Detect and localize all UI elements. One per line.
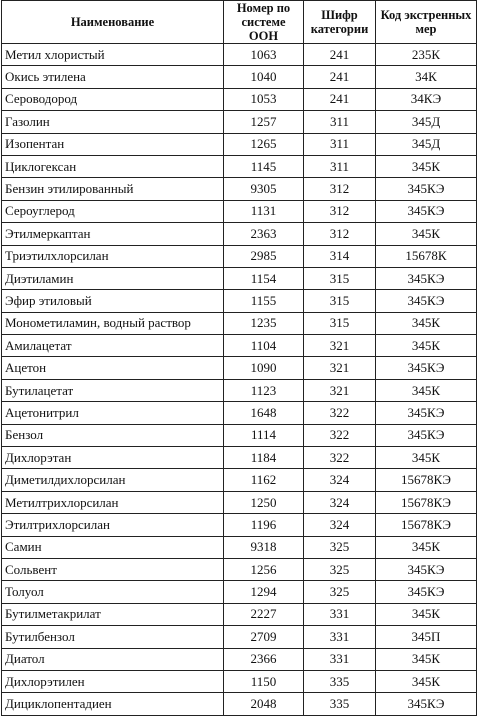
cell-category-code: 322 <box>304 447 376 469</box>
cell-name: Метил хлористый <box>2 44 224 66</box>
cell-category-code: 324 <box>304 491 376 513</box>
cell-category-code: 322 <box>304 424 376 446</box>
cell-un-number: 1256 <box>224 558 304 580</box>
cell-category-code: 311 <box>304 133 376 155</box>
table-row <box>2 670 477 692</box>
table-row <box>2 200 477 222</box>
table-header-row <box>2 1 477 44</box>
cell-name: Диэтиламин <box>2 267 224 289</box>
cell-emergency-code: 345К <box>376 536 477 558</box>
table-row <box>2 469 477 491</box>
cell-name: Изопентан <box>2 133 224 155</box>
cell-name: Окись этилена <box>2 66 224 88</box>
cell-name: Метилтрихлорсилан <box>2 491 224 513</box>
cell-un-number: 2366 <box>224 648 304 670</box>
cell-emergency-code: 345КЭ <box>376 357 477 379</box>
cell-emergency-code: 345К <box>376 223 477 245</box>
table-row <box>2 155 477 177</box>
cell-category-code: 322 <box>304 402 376 424</box>
table-row <box>2 581 477 603</box>
header-name: Наименование <box>2 1 224 44</box>
cell-emergency-code: 345КЭ <box>376 581 477 603</box>
cell-name: Диатол <box>2 648 224 670</box>
cell-emergency-code: 345К <box>376 447 477 469</box>
cell-name: Триэтилхлорсилан <box>2 245 224 267</box>
cell-category-code: 314 <box>304 245 376 267</box>
cell-category-code: 321 <box>304 357 376 379</box>
cell-un-number: 1265 <box>224 133 304 155</box>
cell-name: Сероуглерод <box>2 200 224 222</box>
cell-name: Бутилацетат <box>2 379 224 401</box>
cell-category-code: 321 <box>304 335 376 357</box>
hazard-substances-table <box>1 0 477 716</box>
table-row <box>2 223 477 245</box>
cell-un-number: 1196 <box>224 514 304 536</box>
cell-category-code: 311 <box>304 111 376 133</box>
table-row <box>2 290 477 312</box>
cell-un-number: 1648 <box>224 402 304 424</box>
cell-name: Монометиламин, водный раствор <box>2 312 224 334</box>
cell-name: Циклогексан <box>2 155 224 177</box>
cell-emergency-code: 345К <box>376 335 477 357</box>
cell-un-number: 1154 <box>224 267 304 289</box>
cell-name: Толуол <box>2 581 224 603</box>
table-row <box>2 536 477 558</box>
table-row <box>2 514 477 536</box>
cell-emergency-code: 345КЭ <box>376 178 477 200</box>
cell-emergency-code: 15678КЭ <box>376 514 477 536</box>
cell-name: Ацетон <box>2 357 224 379</box>
table-row <box>2 648 477 670</box>
table-row <box>2 603 477 625</box>
cell-un-number: 1090 <box>224 357 304 379</box>
table-row <box>2 357 477 379</box>
cell-name: Эфир этиловый <box>2 290 224 312</box>
cell-category-code: 335 <box>304 670 376 692</box>
cell-un-number: 9305 <box>224 178 304 200</box>
cell-category-code: 312 <box>304 200 376 222</box>
cell-name: Амилацетат <box>2 335 224 357</box>
cell-name: Бутилбензол <box>2 626 224 648</box>
cell-emergency-code: 345КЭ <box>376 290 477 312</box>
cell-un-number: 1104 <box>224 335 304 357</box>
cell-emergency-code: 345КЭ <box>376 267 477 289</box>
cell-emergency-code: 345К <box>376 379 477 401</box>
cell-un-number: 2709 <box>224 626 304 648</box>
table-row <box>2 335 477 357</box>
cell-category-code: 241 <box>304 66 376 88</box>
cell-emergency-code: 34К <box>376 66 477 88</box>
cell-un-number: 1155 <box>224 290 304 312</box>
cell-emergency-code: 15678К <box>376 245 477 267</box>
cell-emergency-code: 15678КЭ <box>376 491 477 513</box>
cell-category-code: 324 <box>304 469 376 491</box>
cell-category-code: 325 <box>304 581 376 603</box>
table-row <box>2 133 477 155</box>
cell-emergency-code: 34КЭ <box>376 88 477 110</box>
cell-emergency-code: 345КЭ <box>376 200 477 222</box>
cell-un-number: 2363 <box>224 223 304 245</box>
cell-category-code: 241 <box>304 44 376 66</box>
cell-emergency-code: 345КЭ <box>376 693 477 715</box>
cell-emergency-code: 235К <box>376 44 477 66</box>
cell-un-number: 2048 <box>224 693 304 715</box>
cell-name: Ацетонитрил <box>2 402 224 424</box>
cell-emergency-code: 345К <box>376 155 477 177</box>
table-row <box>2 66 477 88</box>
cell-category-code: 315 <box>304 267 376 289</box>
cell-category-code: 331 <box>304 626 376 648</box>
cell-un-number: 1235 <box>224 312 304 334</box>
cell-name: Сольвент <box>2 558 224 580</box>
cell-un-number: 2985 <box>224 245 304 267</box>
cell-emergency-code: 345К <box>376 603 477 625</box>
cell-name: Этилмеркаптан <box>2 223 224 245</box>
cell-name: Бензол <box>2 424 224 446</box>
table-row <box>2 44 477 66</box>
cell-un-number: 9318 <box>224 536 304 558</box>
table-row <box>2 245 477 267</box>
table-row <box>2 491 477 513</box>
header-category-code: Шифр категории <box>304 1 376 44</box>
cell-name: Сероводород <box>2 88 224 110</box>
cell-un-number: 1053 <box>224 88 304 110</box>
cell-name: Бутилметакрилат <box>2 603 224 625</box>
cell-category-code: 325 <box>304 558 376 580</box>
cell-emergency-code: 345К <box>376 670 477 692</box>
cell-category-code: 315 <box>304 290 376 312</box>
cell-emergency-code: 345КЭ <box>376 424 477 446</box>
cell-un-number: 1040 <box>224 66 304 88</box>
cell-category-code: 335 <box>304 693 376 715</box>
table-row <box>2 111 477 133</box>
table-row <box>2 558 477 580</box>
cell-name: Самин <box>2 536 224 558</box>
cell-emergency-code: 345КЭ <box>376 402 477 424</box>
header-emergency-code: Код экстренных мер <box>376 1 477 44</box>
cell-name: Этилтрихлорсилан <box>2 514 224 536</box>
cell-un-number: 1063 <box>224 44 304 66</box>
cell-un-number: 1162 <box>224 469 304 491</box>
cell-un-number: 1250 <box>224 491 304 513</box>
cell-un-number: 1150 <box>224 670 304 692</box>
cell-un-number: 1123 <box>224 379 304 401</box>
table-row <box>2 88 477 110</box>
cell-emergency-code: 345П <box>376 626 477 648</box>
table-body <box>2 44 477 716</box>
cell-emergency-code: 345КЭ <box>376 558 477 580</box>
cell-un-number: 1257 <box>224 111 304 133</box>
table-row <box>2 312 477 334</box>
cell-category-code: 321 <box>304 379 376 401</box>
cell-emergency-code: 15678КЭ <box>376 469 477 491</box>
table-row <box>2 447 477 469</box>
cell-un-number: 1184 <box>224 447 304 469</box>
cell-name: Газолин <box>2 111 224 133</box>
cell-category-code: 312 <box>304 223 376 245</box>
header-un-number: Номер по системе ООН <box>224 1 304 44</box>
table-row <box>2 379 477 401</box>
cell-un-number: 1131 <box>224 200 304 222</box>
cell-un-number: 1294 <box>224 581 304 603</box>
table-row <box>2 402 477 424</box>
cell-emergency-code: 345Д <box>376 133 477 155</box>
cell-category-code: 331 <box>304 648 376 670</box>
cell-name: Диметилдихлорсилан <box>2 469 224 491</box>
table-row <box>2 178 477 200</box>
cell-category-code: 324 <box>304 514 376 536</box>
cell-category-code: 312 <box>304 178 376 200</box>
table-row <box>2 267 477 289</box>
cell-emergency-code: 345К <box>376 648 477 670</box>
cell-category-code: 315 <box>304 312 376 334</box>
table-row <box>2 693 477 715</box>
cell-category-code: 241 <box>304 88 376 110</box>
cell-un-number: 1145 <box>224 155 304 177</box>
cell-category-code: 325 <box>304 536 376 558</box>
cell-category-code: 331 <box>304 603 376 625</box>
cell-name: Бензин этилированный <box>2 178 224 200</box>
cell-name: Дихлорэтан <box>2 447 224 469</box>
cell-un-number: 2227 <box>224 603 304 625</box>
cell-name: Дихлорэтилен <box>2 670 224 692</box>
cell-emergency-code: 345К <box>376 312 477 334</box>
cell-un-number: 1114 <box>224 424 304 446</box>
table-row <box>2 424 477 446</box>
cell-emergency-code: 345Д <box>376 111 477 133</box>
cell-name: Дициклопентадиен <box>2 693 224 715</box>
table-row <box>2 626 477 648</box>
cell-category-code: 311 <box>304 155 376 177</box>
